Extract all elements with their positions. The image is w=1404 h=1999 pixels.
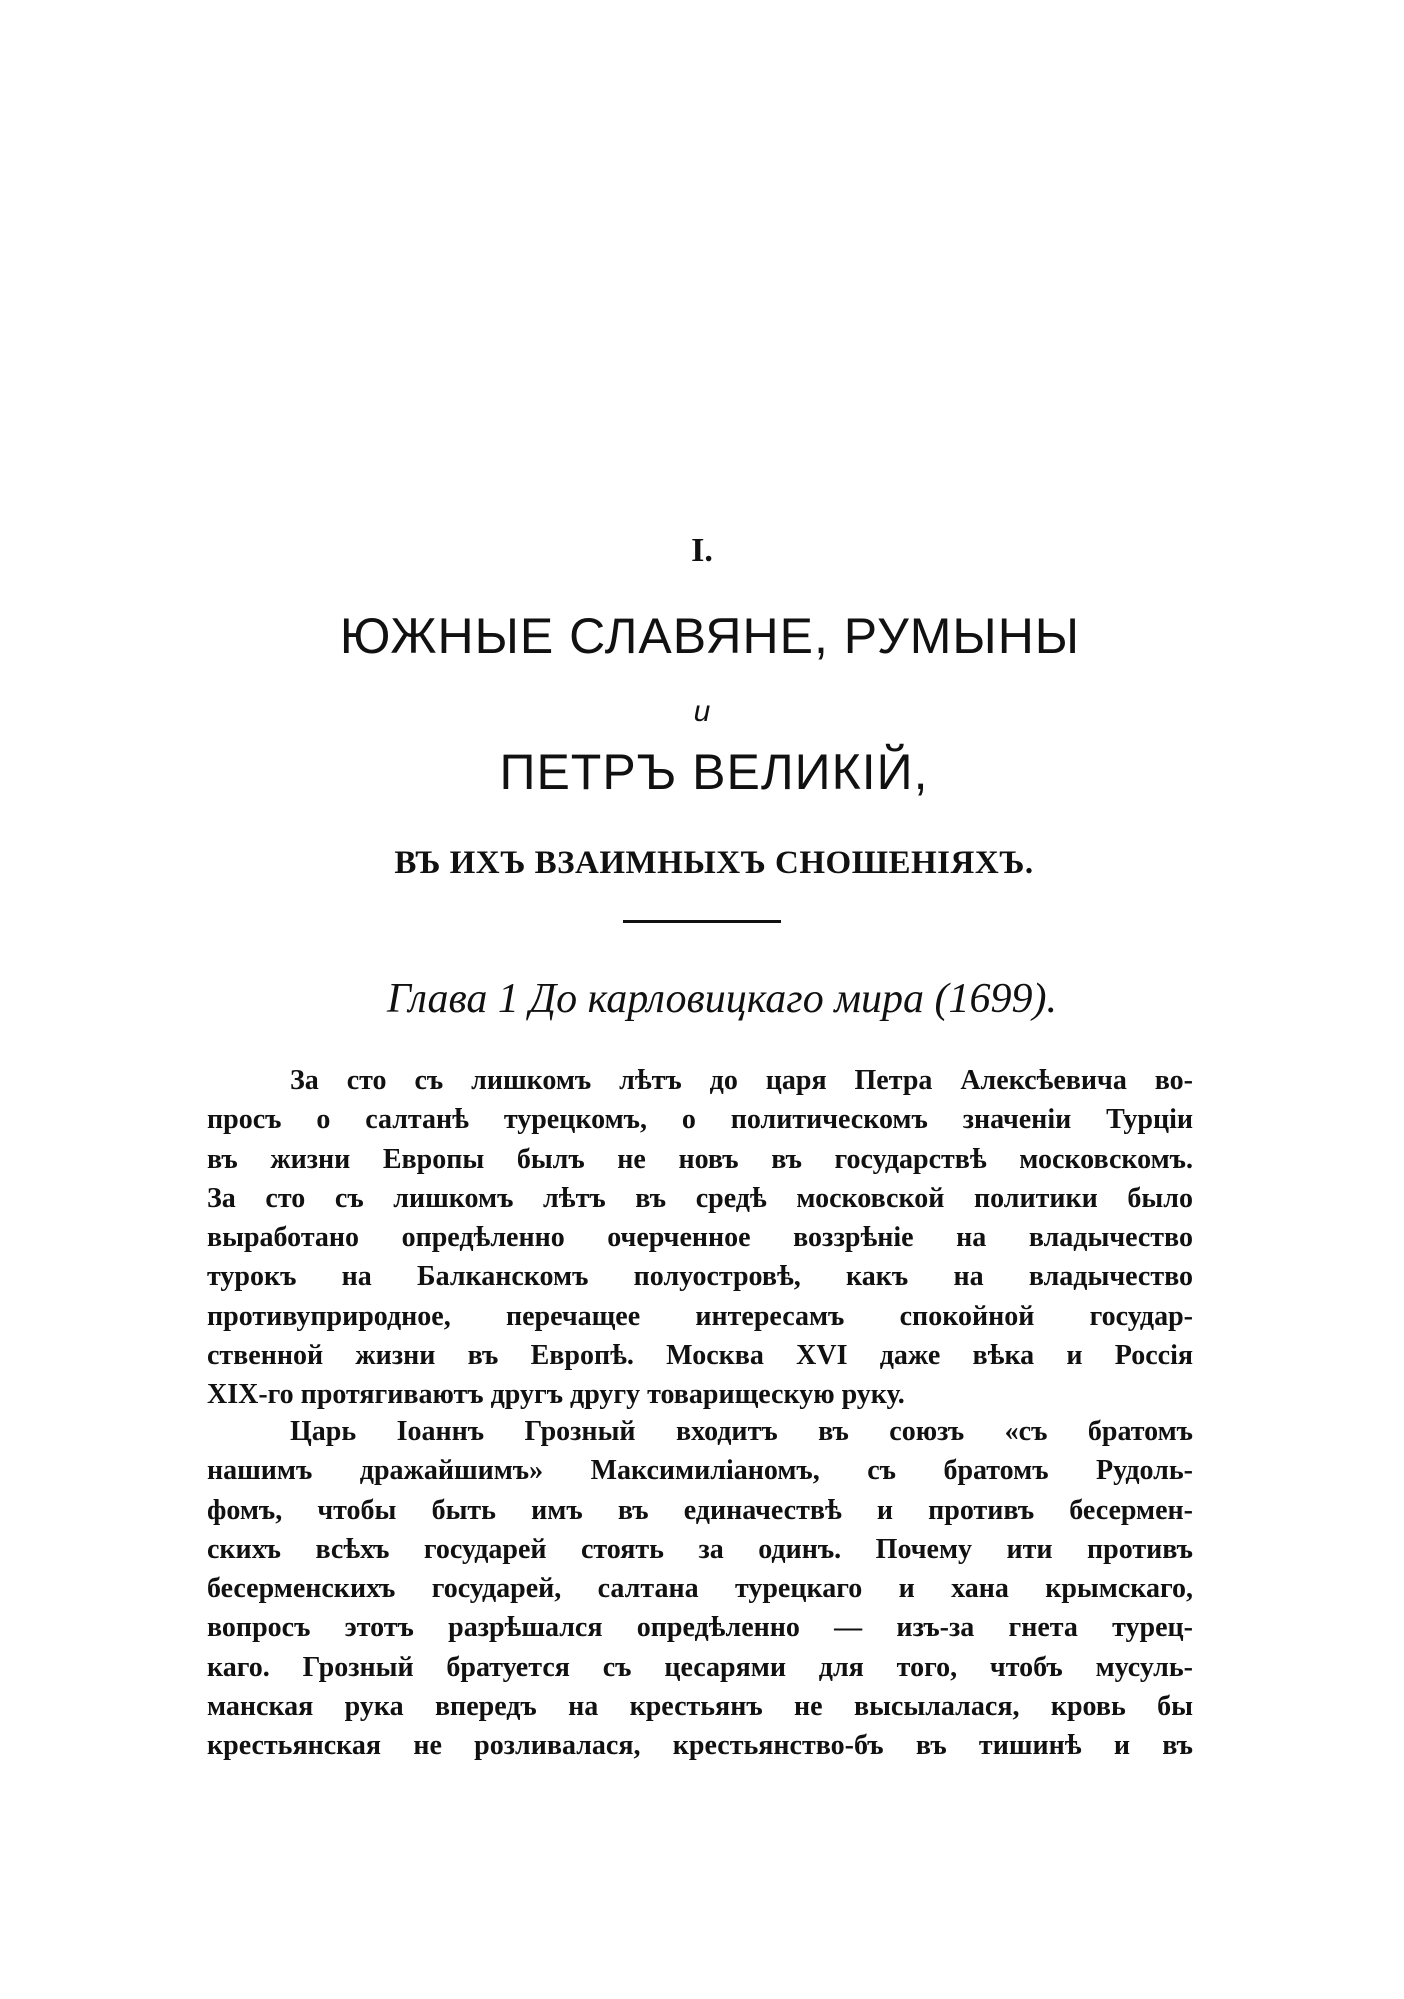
text-line: въ жизни Европы былъ не новъ въ государствѣ московскомъ.	[207, 1143, 1193, 1175]
text-line: Царь Іоаннъ Грозный входитъ въ союзъ «съ братомъ	[290, 1416, 1193, 1447]
text-line: турокъ на Балканскомъ полуостровѣ, какъ на владычество	[207, 1261, 1193, 1293]
text-line: скихъ всѣхъ государей стоять за одинъ. Почему ити противъ	[207, 1533, 1193, 1565]
text-line: выработано опредѣленно очерченное воззрѣніе на владычество	[207, 1222, 1193, 1254]
text-line: бесерменскихъ государей, салтана турецкаго и хана крымскаго,	[207, 1573, 1193, 1605]
paragraph-2	[207, 1412, 1193, 1766]
title-conjunction: и	[693, 695, 711, 728]
text-line: просъ о салтанѣ турецкомъ, о политическомъ значеніи Турціи	[207, 1104, 1193, 1136]
title-line-3: ВЪ ИХЪ ВЗАИМНЫХЪ СНОШЕНІЯХЪ.	[394, 845, 1034, 881]
text-line: нашимъ дражайшимъ» Максимиліаномъ, съ братомъ Рудоль-	[207, 1455, 1193, 1487]
text-line: манская рука впередъ на крестьянъ не высылалася, кровь бы	[207, 1691, 1193, 1723]
title-line-1: ЮЖНЫЕ СЛАВЯНЕ, РУМЫНЫ	[339, 608, 1081, 664]
text-line: каго. Грозный братуется съ цесарями для того, чтобъ мусуль-	[207, 1651, 1193, 1683]
text-line: фомъ, чтобы быть имъ въ единачествѣ и противъ бесермен-	[207, 1494, 1193, 1526]
section-number: I.	[691, 532, 713, 569]
title-line-2: ПЕТРЪ ВЕЛИКІЙ,	[499, 744, 929, 800]
decorative-rule	[623, 920, 781, 923]
text-line: За сто съ лишкомъ лѣтъ въ средѣ московской политики было	[207, 1182, 1193, 1214]
text-line: За сто съ лишкомъ лѣтъ до царя Петра Алексѣевича во-	[290, 1065, 1193, 1096]
text-line: ственной жизни въ Европѣ. Москва XVI даже вѣка и Россія	[207, 1340, 1193, 1372]
chapter-heading: Глава 1 До карловицкаго мира (1699).	[387, 976, 1057, 1022]
paragraph-1	[207, 1061, 1193, 1415]
text-line: противуприродное, перечащее интересамъ спокойной государ-	[207, 1300, 1193, 1332]
text-line: крестьянская не розливалася, крестьянство-бъ въ тишинѣ и въ	[207, 1730, 1193, 1762]
text-line: вопросъ этотъ разрѣшался опредѣленно — изъ-за гнета турец-	[207, 1612, 1193, 1644]
text-line: XIX-го протягиваютъ другъ другу товарищескую руку.	[207, 1379, 905, 1411]
